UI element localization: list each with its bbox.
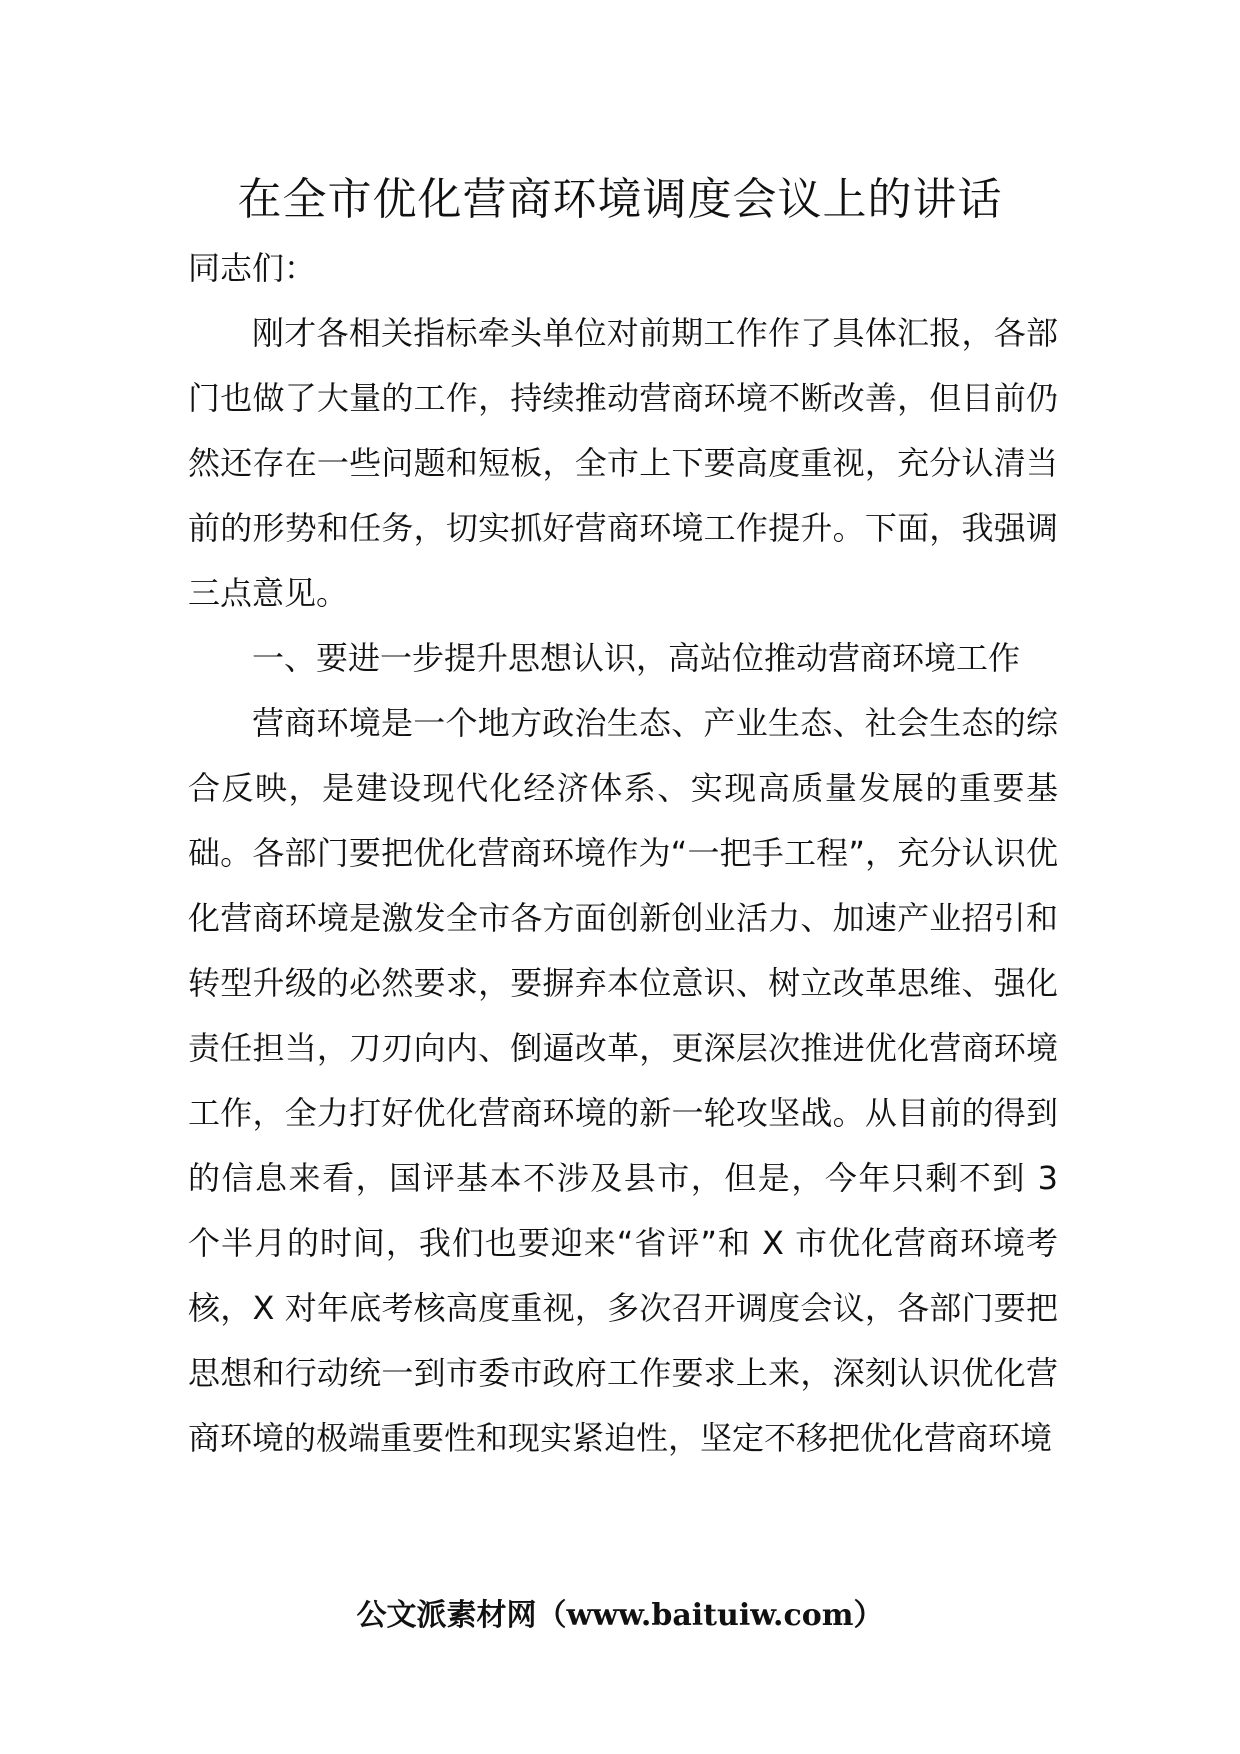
document-body: [188, 236, 1058, 1471]
paragraph-section-1: 营商环境是一个地方政治生态、产业生态、社会生态的综合反映，是建设现代化经济体系、实现高质量发展的重要基础。各部门要把优化营商环境作为“一把手工程”，充分认识优化营商环境是激发全市各方面创新创业活力、加速产业招引和转型升级的必然要求，要摒弃本位意识、树立改革思维、强化责任担当，刀刃向内、倒逼改革，更深层次推进优化营商环境工作，全力打好优化营商环境的新一轮攻坚战。从目前的得到的信息来看，国评基本不涉及县市，但是，今年只剩不到 3 个半月的时间，我们也要迎来“省评”和 X 市优化营商环境考核，X 对年底考核高度重视，多次召开调度会议，各部门要把思想和行动统一到市委市政府工作要求上来，深刻认识优化营商环境的极端重要性和现实紧迫性，坚定不移把优化营商环境: [188, 704, 1058, 1457]
footer-watermark: 公文派素材网（www.baituiw.com）: [356, 1598, 884, 1633]
document-title: 在全市优化营商环境调度会议上的讲话: [237, 174, 1003, 225]
salutation: 同志们：: [188, 249, 317, 287]
section-heading-1: 一、要进一步提升思想认识，高站位推动营商环境工作: [252, 639, 1021, 677]
paragraph-intro: 刚才各相关指标牵头单位对前期工作作了具体汇报，各部门也做了大量的工作，持续推动营商环境不断改善，但目前仍然还存在一些问题和短板，全市上下要高度重视，充分认清当前的形势和任务，切实抓好营商环境工作提升。下面，我强调三点意见。: [188, 314, 1058, 612]
